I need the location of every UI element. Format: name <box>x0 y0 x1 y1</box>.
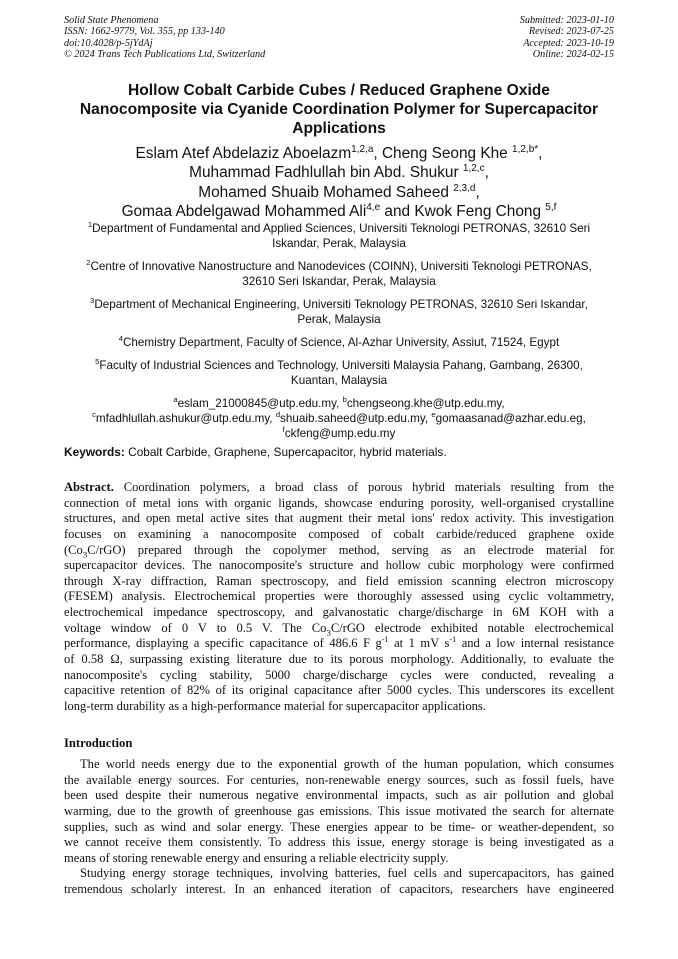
paragraph-line: the available energy sources. For centuries, non-renewable energy sources, such as fossil fuels, have <box>64 772 614 787</box>
author-name: Mohamed Shuaib Mohamed Saheed <box>198 183 454 201</box>
author-affiliation-marker: 1,2,a <box>351 143 374 155</box>
paragraph-line: warming, due to the growth of greenhouse gas emissions. This issue motivated the search for alternate <box>64 803 614 818</box>
affiliation <box>64 335 614 350</box>
keywords <box>64 445 447 459</box>
email-marker: c <box>92 410 96 420</box>
paper-title <box>40 81 638 138</box>
abstract-text: voltage window of 0 V to 0.5 V. The Co <box>64 620 327 635</box>
author-affiliation-marker: 1,2,b* <box>512 143 539 155</box>
author-affiliation-marker: 5,f <box>545 201 557 213</box>
abstract-line <box>64 480 614 496</box>
paragraph-line: means of storing renewable energy and ensuring a reliable electricity supply. <box>64 850 449 865</box>
affiliation <box>64 259 614 289</box>
affiliation-text: Perak, Malaysia <box>297 313 381 326</box>
affiliation-list <box>64 221 614 441</box>
abstract-line: connection of metal ions with organic ligands, showcase enduring porosity, well-organised crystalline <box>64 495 614 510</box>
author-name: Gomaa Abdelgawad Mohammed Ali <box>121 202 367 220</box>
affiliation <box>64 221 614 251</box>
author-separator: , <box>538 145 543 162</box>
author-line <box>40 202 638 221</box>
email-marker: d <box>275 410 281 420</box>
author-name: Muhammad Fadhlullah bin Abd. Shukur <box>189 164 463 182</box>
abstract-line: focuses on examining a nanocomposite composed of cobalt carbide/reduced graphene oxide <box>64 526 614 541</box>
superscript: -1 <box>381 635 389 645</box>
online-date: Online: 2024-02-15 <box>532 49 614 61</box>
journal-header-right <box>520 15 614 61</box>
affiliation-number: 5 <box>95 357 100 367</box>
affiliation-text: Department of Mechanical Engineering, Universiti Teknology PETRONAS, 32610 Seri Iskandar, <box>94 298 588 311</box>
author-line <box>40 144 638 163</box>
affiliation-text: Kuantan, Malaysia <box>290 374 388 387</box>
email-marker: a <box>173 395 178 405</box>
journal-name: Solid State Phenomena <box>64 15 159 26</box>
abstract-text: at 1 mV s <box>388 636 450 651</box>
abstract-text: Coordination polymers, a broad class of porous hybrid materials resulting from the <box>113 480 614 494</box>
affiliation-text: 32610 Seri Iskandar, Perak, Malaysia <box>242 275 436 288</box>
author-name: , Cheng Seong Khe <box>373 145 513 162</box>
abstract-line <box>64 636 614 652</box>
section-heading-introduction: Introduction <box>64 736 133 750</box>
email-marker: f <box>282 425 285 435</box>
journal-header-left <box>64 15 265 61</box>
author-affiliation-marker: 2,3,d <box>453 182 476 194</box>
affiliation-number: 4 <box>118 334 123 344</box>
introduction-body <box>64 757 614 898</box>
abstract-text: and a low internal resistance <box>456 636 614 651</box>
accepted-date: Accepted: 2023-10-19 <box>523 37 614 49</box>
affiliation-number: 3 <box>90 296 95 306</box>
affiliation-text: Chemistry Department, Faculty of Science, Al-Azhar University, Assiut, 71524, Egypt <box>122 336 560 349</box>
email-link[interactable]: gomaasanad@azhar.edu.eg, <box>435 412 586 425</box>
title-line: Nanocomposite via Cyanide Coordination Polymer for Supercapacitor <box>79 101 599 118</box>
copyright: © 2024 Trans Tech Publications Ltd, Switzerland <box>64 49 266 61</box>
affiliation-text: Centre of Innovative Nanostructure and Nanodevices (COINN), Universiti Teknologi PETRONAS, <box>90 260 592 273</box>
affiliation-text: Department of Fundamental and Applied Sciences, Universiti Teknologi PETRONAS, 32610 Seri <box>92 222 591 235</box>
email-list <box>64 396 614 441</box>
abstract-line <box>64 621 614 637</box>
doi: doi:10.4028/p-5jYdAj <box>64 37 153 49</box>
abstract-line: nanocomposite's cycling stability, 5000 charge/discharge cycles were conducted, revealing a <box>64 667 614 682</box>
affiliation-text: Iskandar, Perak, Malaysia <box>272 237 406 250</box>
affiliation <box>64 297 614 327</box>
revised-date: Revised: 2023-07-25 <box>528 26 614 38</box>
author-name: Eslam Atef Abdelaziz Aboelazm <box>135 145 352 162</box>
email-marker: e <box>431 410 436 420</box>
affiliation-number: 2 <box>86 258 91 268</box>
abstract <box>64 480 614 715</box>
abstract-line: through X-ray diffraction, Raman spectroscopy, and field emission scanning electron microscopy <box>64 573 614 588</box>
author-affiliation-marker: 1,2,c <box>462 163 485 175</box>
abstract-line: of 0.58 Ω, surpassing existing literature due to its porous morphology. Additionally, to evaluate the <box>64 652 614 667</box>
email-link[interactable]: mfadhlullah.ashukur@utp.edu.my, <box>95 412 276 425</box>
abstract-label: Abstract. <box>64 480 114 494</box>
title-line: Applications <box>292 120 386 137</box>
email-link[interactable]: shuaib.saheed@utp.edu.my, <box>280 412 432 425</box>
email-link[interactable]: eslam_21000845@utp.edu.my, <box>177 397 343 410</box>
email-marker: b <box>342 395 347 405</box>
paragraph-line: tremendous scholarly interest. In an enhanced iteration of capacitors, researchers have engineered <box>64 882 614 897</box>
affiliation <box>64 358 614 388</box>
abstract-line: capacitive retention of 82% of its original capacitance after 5000 cycles. This underscores its excellent <box>64 683 614 698</box>
keywords-label: Keywords: <box>64 445 125 459</box>
abstract-line: long-term durability as a high-performance material for supercapacitor applications. <box>64 698 486 713</box>
author-list <box>40 144 638 221</box>
email-link[interactable]: chengseong.khe@utp.edu.my, <box>346 397 505 410</box>
title-line: Hollow Cobalt Carbide Cubes / Reduced Graphene Oxide <box>128 82 550 99</box>
subscript: 3 <box>82 549 88 560</box>
abstract-text: performance, displaying a specific capacitance of 486.6 F g <box>64 636 382 651</box>
abstract-line: (FESEM) analysis. Electrochemical properties were thoroughly assessed using cyclic voltammetry, <box>64 589 614 604</box>
issn: ISSN: 1662-9779, Vol. 355, pp 133-140 <box>64 26 225 38</box>
author-line <box>40 163 638 182</box>
abstract-text: C/rGO) prepared through the copolymer method, serving as an electrode material for <box>87 542 614 557</box>
email-link[interactable]: ckfeng@ump.edu.my <box>284 427 396 440</box>
keywords-text: Cobalt Carbide, Graphene, Supercapacitor, hybrid materials. <box>124 445 447 459</box>
abstract-line: electrochemical impedance spectroscopy, and galvanostatic charge/discharge in 6M KOH with a <box>64 605 614 620</box>
author-line <box>40 183 638 202</box>
paragraph-line: Studying energy storage techniques, involving batteries, fuel cells and supercapacitors, has gained <box>80 866 614 881</box>
superscript: -1 <box>449 635 457 645</box>
paragraph-line: The world needs energy due to the exponential growth of the human population, which consumes <box>80 757 614 771</box>
author-separator: , <box>475 183 480 201</box>
paragraph-line: supplies, such as wind and solar energy. These energies appear to be time- or weather-dependent, so <box>64 819 614 834</box>
paragraph-line: been used despite their numerous negative environmental impacts, such as air pollution and global <box>64 788 614 803</box>
abstract-line: supercapacitor devices. The nanocomposite's structure and hollow cubic morphology were confirmed <box>64 558 614 573</box>
affiliation-text: Faculty of Industrial Sciences and Technology, Universiti Malaysia Pahang, Gambang, 26300, <box>99 359 583 372</box>
submitted-date: Submitted: 2023-01-10 <box>519 15 614 26</box>
author-affiliation-marker: 4,e <box>366 201 381 213</box>
author-name: and Kwok Feng Chong <box>380 202 546 220</box>
paragraph-line: we cannot receive them consistently. To address this issue, energy storage is being investigated as a <box>64 835 614 850</box>
abstract-line <box>64 543 614 559</box>
author-separator: , <box>484 164 489 182</box>
abstract-line: structures, and open metal active sites that augment their metal ions' redox activity. This investigation <box>64 511 614 526</box>
subscript: 3 <box>326 627 331 638</box>
affiliation-number: 1 <box>87 220 93 230</box>
abstract-text: C/rGO electrode exhibited notable electrochemical <box>330 620 614 635</box>
abstract-text: (Co <box>64 542 83 557</box>
